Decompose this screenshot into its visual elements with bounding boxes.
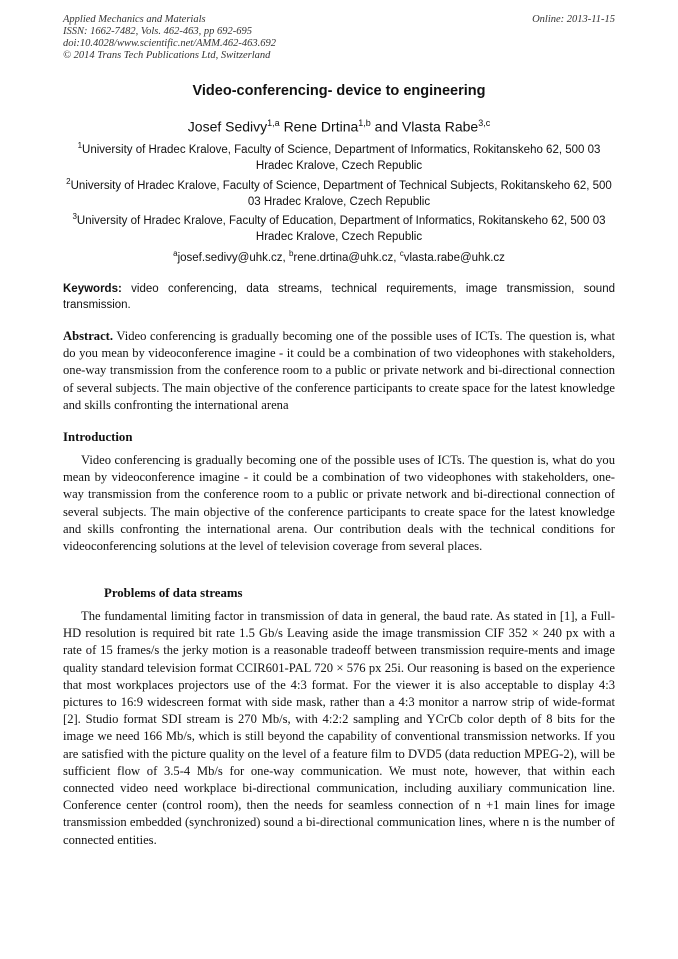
affiliation bbox=[63, 138, 615, 174]
affiliation bbox=[63, 174, 615, 210]
keywords-label: Keywords: bbox=[63, 283, 122, 295]
author-conjunction: and bbox=[374, 118, 399, 135]
abstract-text: Video conferencing is gradually becoming one of the possible uses of ICTs. The question is, what do you mean by videoconference imagine - it could be a combination of two videophones with stakeholders, one-way transmission from the conference room to a public or private network and bi-directional connection of several subjects. The main objective of the conference participants to create space for the latest knowledge and skills confronting the international arena bbox=[63, 329, 615, 412]
copyright-line: © 2014 Trans Tech Publications Ltd, Switzerland bbox=[63, 50, 271, 61]
author-name: Josef Sedivy bbox=[187, 118, 268, 135]
author-list bbox=[63, 114, 615, 136]
keywords-section bbox=[63, 281, 615, 313]
problems-paragraph: The fundamental limiting factor in transmission of data in general, the baud rate. As stated in [1], a Full-HD resolution is required bit rate 1.5 Gb/s Leaving aside the image transmission CIF 352 × 240 px with a rate of 15 frames/s the jerky motion is a reasonable tradeoff between transmission require-ments and image quality standard television format CCIR601-PAL 720 × 576 px 25i. Our reasoning is based on the experience that most workplaces projectors use of the 4:3 format. For the viewer it is also acceptable to display 4:3 pictures to 16:9 widescreen format with side mask, rather than a 4:3 monitor a narrow strip of wide-format [2]. Studio format SDI stream is 270 Mb/s, with 4:2:2 sampling and YCrCb color depth of 8 bits for the image we need 166 Mb/s, which is still beyond the capability of conventional transmission networks. If you are satisfied with the picture quality on the level of a feature film to DVD5 (data reduction MPEG-2), will be sufficient flow of 3.5-4 Mb/s for one-way communication. We must note, however, that within each connected video need workplace bi-directional communication, including auxiliary communication line. Conference center (control room), then the needs for seamless connection of n +1 main lines for image transmission embedded (synchronized) sound a bi-directional communication lines, where n is the number of connected entities. bbox=[63, 609, 615, 847]
paper-title: Video-conferencing- device to engineering bbox=[192, 83, 486, 99]
email-marker: c bbox=[399, 249, 404, 258]
online-date: Online: 2013-11-15 bbox=[532, 14, 615, 25]
problems-heading: Problems of data streams bbox=[104, 586, 243, 600]
email-marker: b bbox=[288, 249, 294, 258]
journal-name: Applied Mechanics and Materials bbox=[63, 14, 206, 25]
abstract-section bbox=[63, 328, 615, 414]
author-affiliation-marker: 1,b bbox=[358, 118, 371, 128]
affiliation bbox=[63, 209, 615, 245]
email-address[interactable]: josef.sedivy@uhk.cz, bbox=[177, 251, 286, 264]
journal-header bbox=[63, 14, 615, 62]
affiliation-text: University of Hradec Kralove, Faculty of Science, Department of Informatics, Rokitanskeho 62, 500 03 Hradec Kralove, Czech Republic bbox=[82, 143, 601, 172]
keywords-text: video conferencing, data streams, technical requirements, image transmission, sound transmission. bbox=[63, 283, 615, 311]
affiliation-text: University of Hradec Kralove, Faculty of Science, Department of Technical Subjects, Rokitanskeho 62, 500 03 Hradec Kralove, Czech Republic bbox=[70, 179, 612, 208]
abstract-label: Abstract. bbox=[63, 329, 114, 343]
issn-line: ISSN: 1662-7482, Vols. 462-463, pp 692-695 bbox=[63, 26, 252, 37]
email-list bbox=[63, 246, 615, 266]
author-name: Vlasta Rabe bbox=[401, 118, 479, 135]
introduction-heading: Introduction bbox=[63, 430, 133, 444]
affiliation-number: 2 bbox=[66, 177, 71, 186]
email-marker: a bbox=[173, 249, 178, 258]
author-name: Rene Drtina bbox=[283, 118, 359, 135]
author-affiliation-marker: 3,c bbox=[478, 118, 491, 128]
email-address[interactable]: vlasta.rabe@uhk.cz bbox=[403, 251, 505, 264]
email-address[interactable]: rene.drtina@uhk.cz, bbox=[293, 251, 397, 264]
affiliation-number: 1 bbox=[77, 141, 83, 150]
affiliation-number: 3 bbox=[72, 212, 77, 221]
doi-line[interactable]: doi:10.4028/www.scientific.net/AMM.462-463.692 bbox=[63, 38, 276, 49]
introduction-paragraph: Video conferencing is gradually becoming one of the possible uses of ICTs. The question is, what do you mean by videoconference imagine - it could be a combination of two videophones with stakeholders, one-way transmission from the conference room to a public or private network and bi-directional connection of several subjects. The main objective of the conference participants to create space for the latest knowledge and skills confronting the international arena. Our contribution deals with the technical conditions for videoconferencing solutions at the level of television coverage from several places. bbox=[63, 453, 615, 554]
author-affiliation-marker: 1,a bbox=[267, 118, 280, 128]
affiliation-text: University of Hradec Kralove, Faculty of Education, Department of Informatics, Rokitanskeho 62, 500 03 Hradec Kralove, Czech Republic bbox=[76, 214, 606, 243]
